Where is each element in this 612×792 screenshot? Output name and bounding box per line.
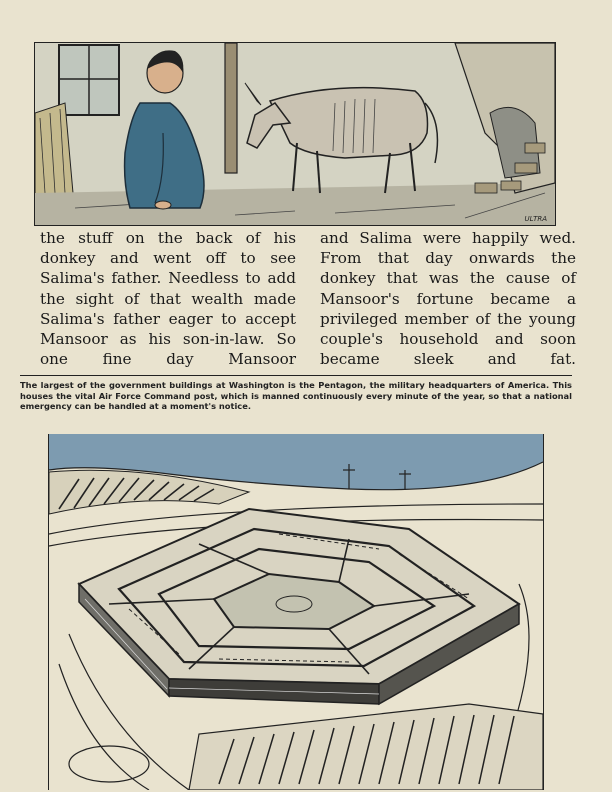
section-divider	[20, 375, 572, 376]
woman-and-donkey-illustration	[34, 42, 556, 226]
pentagon-caption: The largest of the government buildings at Washington is the Pentagon, the military headquarters of America. This houses the vital Air Force Command post, which is manned continuously every minute of the year, so that a national emergency can be handled at a moment's notice.	[20, 380, 572, 412]
artist-signature: ULTRA	[524, 215, 547, 223]
story-text	[40, 228, 576, 378]
pentagon-illustration	[48, 434, 544, 790]
story-column-right: and Salima were happily wed. From that day onwards the donkey that was the cause of Mansoor's fortune became a privileged member of the young couple's household and soon became sleek and fat.	[320, 229, 576, 369]
story-column-left: the stuff on the back of his donkey and went off to see Salima's father. Needless to add the sight of that wealth made Salima's father eager to accept Mansoor as his son-in-law. So one fine day Mansoor	[40, 229, 296, 369]
